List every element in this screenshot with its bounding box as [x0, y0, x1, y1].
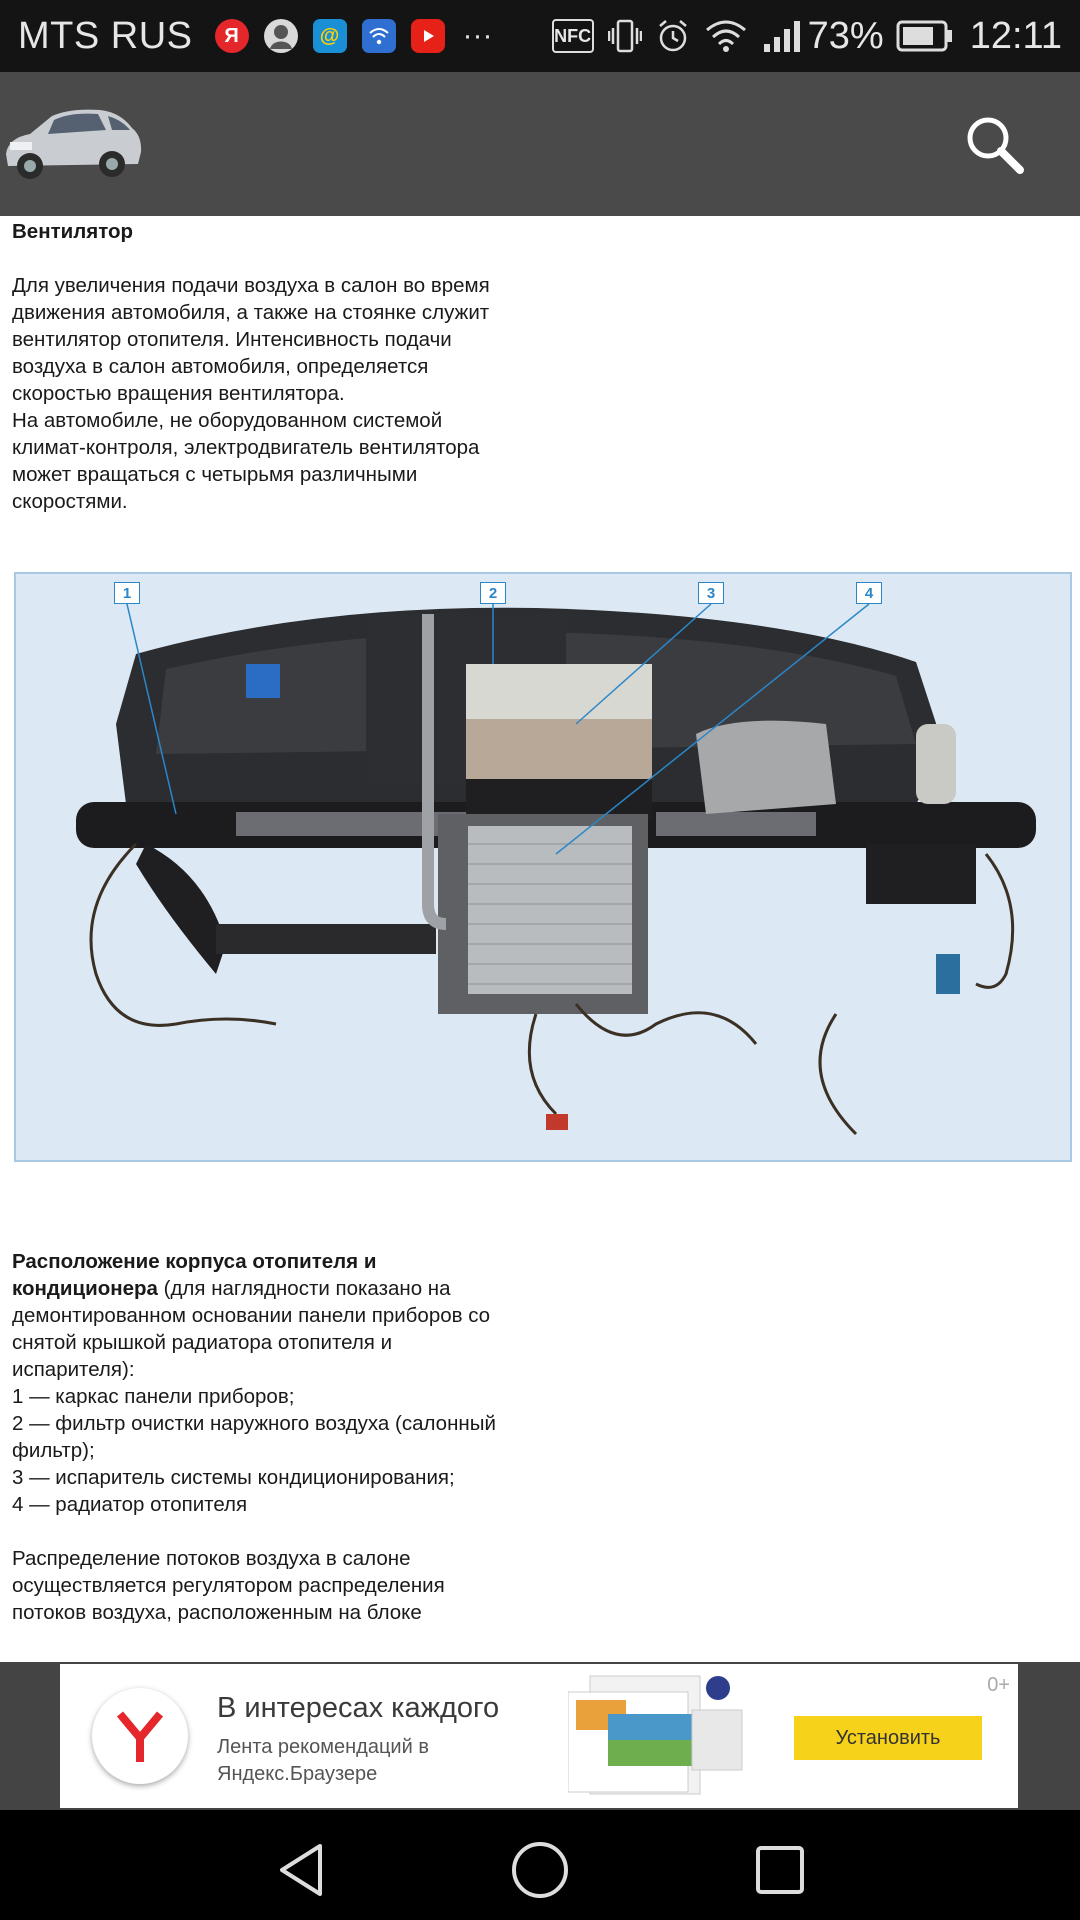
clock: 12:11	[969, 14, 1062, 57]
callout-3: 3	[698, 582, 724, 604]
age-rating: 0+	[987, 1674, 1010, 1696]
vibrate-icon	[608, 18, 642, 54]
navigation-bar	[0, 1810, 1080, 1920]
callout-4: 4	[856, 582, 882, 604]
car-logo[interactable]	[0, 102, 145, 187]
caption-item: 3 — испаритель системы кондиционирования;	[12, 1466, 455, 1489]
nfc-icon: NFC	[552, 19, 594, 53]
app-header	[0, 72, 1080, 216]
callout-2: 2	[480, 582, 506, 604]
callout-1: 1	[114, 582, 140, 604]
yandex-browser-logo-icon	[92, 1688, 188, 1784]
section-heading: Вентилятор	[12, 220, 134, 243]
battery-icon	[896, 19, 954, 53]
carrier-name: MTS RUS	[18, 14, 193, 57]
caption-item: 1 — каркас панели приборов;	[12, 1385, 295, 1408]
alarm-icon	[656, 18, 690, 54]
battery-percent: 73%	[807, 14, 884, 57]
more-icon: ···	[462, 19, 493, 52]
ad-card[interactable]	[60, 1664, 1018, 1808]
status-icons	[552, 0, 1062, 72]
wifi-icon	[704, 18, 748, 54]
caption-title	[12, 1248, 512, 1383]
figure-caption	[12, 1248, 512, 1626]
status-bar	[0, 0, 1080, 72]
wifi-app-icon	[362, 19, 396, 53]
ad-title: В интересах каждого	[217, 1692, 500, 1724]
home-icon[interactable]	[510, 1840, 570, 1900]
caption-item: 4 — радиатор отопителя	[12, 1493, 248, 1516]
caption-bold: Расположение корпуса отопителя и кондиционера	[12, 1250, 377, 1300]
ad-subtitle: Лента рекомендаций в Яндекс.Браузере	[217, 1736, 429, 1785]
youtube-icon	[411, 19, 445, 53]
install-button[interactable]: Установить	[794, 1716, 982, 1760]
dashboard-diagram-figure[interactable]	[14, 572, 1072, 1162]
caption-item: 2 — фильтр очистки наружного воздуха (салонный фильтр);	[12, 1412, 496, 1462]
paragraph: Распределение потоков воздуха в салоне осуществляется регулятором распределения потоков воздуха, расположенным на блоке	[12, 1547, 445, 1624]
avatar-icon	[264, 19, 298, 53]
ad-banner	[0, 1662, 1080, 1810]
dashboard-illustration	[16, 574, 1072, 1162]
recents-icon[interactable]	[750, 1840, 810, 1900]
search-icon[interactable]	[962, 112, 1026, 176]
ad-preview-image	[568, 1670, 756, 1804]
mail-icon: @	[313, 19, 347, 53]
signal-icon	[762, 18, 802, 54]
caption-normal: (для наглядности показано на демонтированном основании панели приборов со снятой крышкой радиатора отопителя и испарителя):	[12, 1277, 491, 1381]
yandex-icon: Я	[215, 19, 249, 53]
article-body	[12, 218, 512, 515]
back-icon[interactable]	[272, 1840, 332, 1900]
paragraph: На автомобиле, не оборудованном системой климат-контроля, электродвигатель вентилятора может вращаться с четырьмя различными скоростями.	[12, 409, 480, 513]
paragraph: Для увеличения подачи воздуха в салон во время движения автомобиля, а также на стоянке служит вентилятор отопителя. Интенсивность подачи воздуха в салон автомобиля, определяется скоростью вращения вентилятора.	[12, 274, 490, 405]
